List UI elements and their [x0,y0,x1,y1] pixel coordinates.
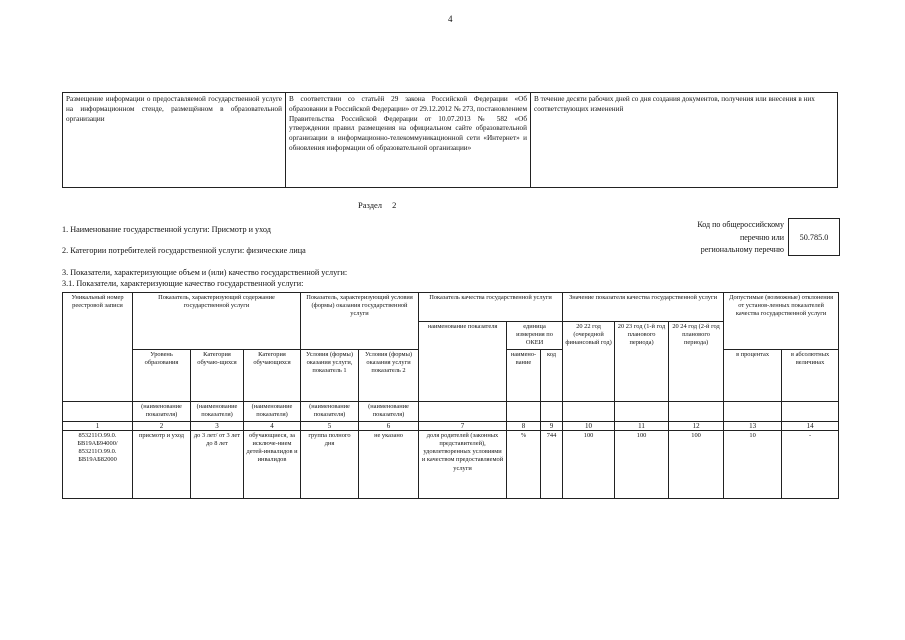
sub-student-category-2: Категория обучающихся [244,349,301,401]
sub-condition-2: Условия (формы) оказания услуги показатель 2 [359,349,419,401]
cell-student-age: до 3 лет/ от 3 лет до 8 лет [191,430,244,498]
sub-education-level: Уровень образования [133,349,191,401]
header-allowed-deviation: Допустимые (возможные) отклонения от установ-ленных показателей качества государственной услуги [724,293,839,350]
sub-percent: в процентах [724,349,782,401]
column-number: 12 [669,421,724,430]
column-number: 4 [244,421,301,430]
column-number: 8 [507,421,541,430]
consumer-category-line: 2. Категории потребителей государственной услуги: физические лица [62,246,306,255]
blank-cell [419,401,507,421]
column-number: 9 [541,421,563,430]
code-label-line-1: Код по общероссийскому [697,220,784,229]
code-label-line-2: перечню или [739,232,784,242]
blank-cell [615,401,669,421]
column-number: 11 [615,421,669,430]
sub-indicator-name-3: (наименование показателя) [244,401,301,421]
header-year-2024: 20 24 год (2-й год планового периода) [669,322,724,402]
column-number: 14 [782,421,839,430]
cell-condition-2: не указано [359,430,419,498]
cell-condition-1: группа полного дня [301,430,359,498]
cell-registry-number: 853211О.99.0. БВ19АБ94000/ 853211О.99.0. БВ19АБ82000 [63,430,133,498]
placement-content-cell: В соответствии со статьёй 29 закона Российской Федерации «Об образовании в Российской Федерации» от 29.12.2012 № 273, постановлением Правительства Российской Федерации от 10.07.2013 № 582 «Об утверждении правил размещения на официальном сайте образовательной организации в информационно-телекоммуникационной сети «Интернет» и обновления информации об образовательной организации» [286,93,531,188]
cell-value-2023: 100 [615,430,669,498]
cell-education-level: присмотр и уход [133,430,191,498]
header-indicator-name: наименование показателя [419,322,507,402]
header-quality-indicator: Показатель качества государственной услуги [419,293,563,322]
cell-deviation-absolute: - [782,430,839,498]
sub-indicator-name-2: (наименование показателя) [191,401,244,421]
header-unit-okei: единица измерения по ОКЕИ [507,322,563,350]
sub-indicator-name-5: (наименование показателя) [359,401,419,421]
section-title: Раздел 2 [358,200,397,210]
column-number-row [63,421,839,430]
blank-cell [669,401,724,421]
code-label-line-3: региональному перечню [700,245,784,255]
column-number: 2 [133,421,191,430]
blank-cell [541,401,563,421]
info-placement-table [62,92,838,188]
column-number: 6 [359,421,419,430]
placement-method-cell: Размещение информации о предоставляемой государственной услуге на информационном стенде, размещённом в образовательной организации [63,93,286,188]
indicators-line: 3. Показатели, характеризующие объем и (или) качество государственной услуги: [62,268,348,277]
code-label [624,219,784,257]
column-number: 7 [419,421,507,430]
blank-cell [63,401,133,421]
header-condition-indicator: Показатель, характеризующий условия (формы) оказания государственной услуги [301,293,419,350]
header-content-indicator: Показатель, характеризующий содержание государственной услуги [133,293,301,350]
quality-indicators-line: 3.1. Показатели, характеризующие качество государственной услуги: [62,279,304,288]
column-number: 1 [63,421,133,430]
cell-value-2022: 100 [563,430,615,498]
page-number: 4 [448,14,453,24]
column-number: 5 [301,421,359,430]
sub-student-category-1: Категория обучаю-щихся [191,349,244,401]
header-registry-number: Уникальный номер реестровой записи [63,293,133,402]
cell-unit-code: 744 [541,430,563,498]
sub-unit-name: наимено-вание [507,349,541,401]
header-quality-value: Значение показателя качества государственной услуги [563,293,724,322]
placement-frequency-cell: В течение десяти рабочих дней со дня создания документов, получения или внесения в них соответствующих изменений [531,93,838,188]
blank-cell [507,401,541,421]
header-year-2023: 20 23 год (1-й год планового периода) [615,322,669,402]
cell-value-2024: 100 [669,430,724,498]
sub-indicator-name-1: (наименование показателя) [133,401,191,421]
cell-unit-name: % [507,430,541,498]
sub-condition-1: Условия (формы) оказания услуги, показатель 1 [301,349,359,401]
column-number: 3 [191,421,244,430]
sub-indicator-name-4: (наименование показателя) [301,401,359,421]
blank-cell [563,401,615,421]
registry-code-box: 50.785.0 [788,218,840,256]
column-number: 10 [563,421,615,430]
cell-student-category: обучающиеся, за исключе-нием детей-инвалидов и инвалидов [244,430,301,498]
quality-indicators-table [62,292,839,499]
blank-cell [782,401,839,421]
column-number: 13 [724,421,782,430]
sub-absolute: в абсолютных величинах [782,349,839,401]
table-row [63,430,839,498]
header-year-2022: 20 22 год (очередной финансовый год) [563,322,615,402]
blank-cell [724,401,782,421]
sub-unit-code: код [541,349,563,401]
cell-deviation-percent: 10 [724,430,782,498]
cell-indicator-name: доля родителей (законных представителей), удовлетворенных условиями и качеством предоставляемой услуги [419,430,507,498]
service-name-line: 1. Наименование государственной услуги: Присмотр и уход [62,225,271,234]
